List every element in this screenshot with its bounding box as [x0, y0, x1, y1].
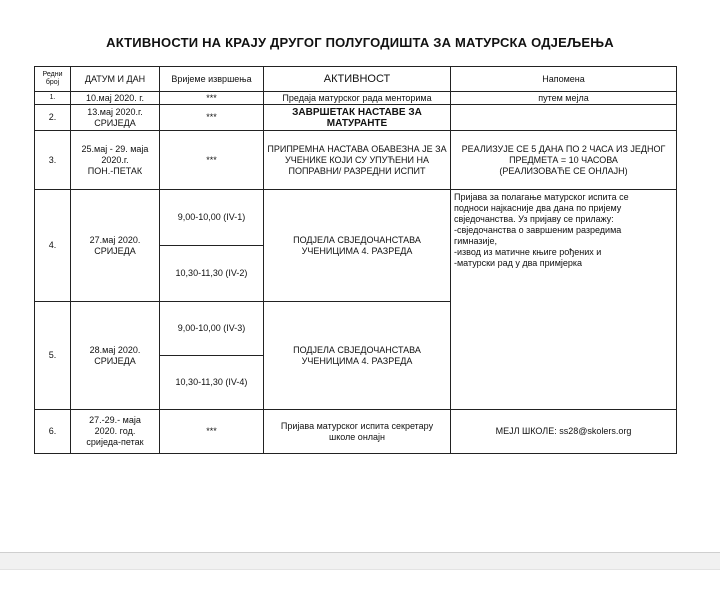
row-time: 10,30-11,30 (IV-4): [160, 356, 264, 410]
row-date-line: 27.-29.- маја: [89, 415, 141, 425]
merged-note-line: Пријава за полагање матурског испита се: [454, 192, 629, 202]
row-activity: [264, 105, 451, 131]
header-number: [35, 67, 71, 92]
row-activity: [264, 190, 451, 302]
row-activity-line: ПОДЈЕЛА СВЈЕДОЧАНСТАВА: [293, 234, 421, 245]
row-date: [71, 105, 160, 131]
row-date-line: ПОН.-ПЕТАК: [87, 165, 143, 176]
row-number: 1.: [35, 92, 71, 105]
row-date-line: 28.мај 2020.: [89, 344, 141, 355]
row-date-line: СРИЈЕДА: [94, 117, 136, 128]
row-date-line: 2020. год.: [94, 426, 136, 436]
table-header-row: [35, 67, 677, 92]
table-row: [35, 105, 677, 131]
row-date-line: 25.мај - 29. маја: [81, 143, 149, 154]
row-date: [71, 190, 160, 302]
row-activity-line: ЗАВРШЕТАК НАСТАВЕ ЗА: [292, 106, 422, 118]
header-note: Напомена: [451, 67, 677, 92]
merged-note-line: -извод из матичне књиге рођених и: [454, 247, 602, 257]
row-time: ***: [160, 92, 264, 105]
row-activity: [264, 131, 451, 190]
row-date: [71, 131, 160, 190]
table-row: [35, 131, 677, 190]
row-number: 2.: [35, 105, 71, 131]
row-time: ***: [160, 131, 264, 190]
row-activity-line: ПРИПРЕМНА НАСТАВА ОБАВЕЗНА ЈЕ ЗА: [267, 143, 447, 154]
row-date-line: 27.мај 2020.: [89, 234, 141, 245]
header-number-line1: Редни: [42, 71, 63, 78]
row-activity-line: ПОДЈЕЛА СВЈЕДОЧАНСТАВА: [293, 344, 421, 355]
row-number: 5.: [35, 302, 71, 410]
row-activity: Предаја матурског рада менторима: [264, 92, 451, 105]
row-activity-line: УЧЕНИЦИМА 4. РАЗРЕДА: [301, 355, 413, 366]
row-time: 9,00-10,00 (IV-1): [160, 190, 264, 246]
row-date-line: СРИЈЕДА: [94, 245, 136, 256]
bottom-divider-band: [0, 552, 720, 570]
header-activity: АКТИВНОСТ: [264, 67, 451, 92]
merged-note: [451, 190, 677, 410]
header-number-line2: број: [45, 79, 60, 86]
row-activity-line: Пријава матурског испита секретару: [280, 420, 434, 431]
row-activity-line: ПОПРАВНИ/ РАЗРЕДНИ ИСПИТ: [288, 165, 426, 176]
row-date: [71, 302, 160, 410]
row-activity: [264, 302, 451, 410]
row-date-line: сриједа-петак: [86, 437, 144, 447]
table-row: [35, 190, 677, 246]
row-time: ***: [160, 105, 264, 131]
row-date: [71, 410, 160, 454]
row-note-line: ПРЕДМЕТА = 10 ЧАСОВА: [509, 154, 618, 165]
row-number: 4.: [35, 190, 71, 302]
row-date-line: 13.мај 2020.г.: [87, 106, 143, 117]
row-time: 10,30-11,30 (IV-2): [160, 246, 264, 302]
row-activity-line: школе онлајн: [328, 431, 386, 442]
row-activity: [264, 410, 451, 454]
row-date: 10.мај 2020. г.: [71, 92, 160, 105]
row-activity-line: УЧЕНИЦИМА 4. РАЗРЕДА: [301, 245, 413, 256]
row-date-line: 2020.г.: [101, 154, 129, 165]
row-note: [451, 131, 677, 190]
row-number: 3.: [35, 131, 71, 190]
schedule-table: [34, 66, 677, 454]
page-title: АКТИВНОСТИ НА КРАЈУ ДРУГОГ ПОЛУГОДИШТА ЗА МАТУРСКА ОДЈЕЉЕЊА: [106, 35, 614, 50]
merged-note-line: -свједочанства о завршеним разредима: [454, 225, 622, 235]
row-note-line: (РЕАЛИЗОВАЋЕ СЕ ОНЛАЈН): [499, 165, 628, 176]
row-note: МЕЈЛ ШКОЛЕ: ss28@skolers.org: [451, 410, 677, 454]
merged-note-line: подноси најкасније два дана по пријему: [454, 203, 622, 213]
row-note: [451, 105, 677, 131]
row-number: 6.: [35, 410, 71, 454]
row-time: ***: [160, 410, 264, 454]
row-date-line: СРИЈЕДА: [94, 355, 136, 366]
merged-note-line: -матурски рад у два примјерка: [454, 258, 583, 268]
row-time: 9,00-10,00 (IV-3): [160, 302, 264, 356]
header-date: ДАТУМ И ДАН: [71, 67, 160, 92]
merged-note-line: свједочанства. Уз пријаву се прилажу:: [454, 214, 614, 224]
row-note-line: РЕАЛИЗУЈЕ СЕ 5 ДАНА ПО 2 ЧАСА ИЗ ЈЕДНОГ: [461, 143, 666, 154]
row-activity-line: УЧЕНИКЕ КОЈИ СУ УПУЋЕНИ НА: [284, 154, 430, 165]
row-activity-line: МАТУРАНТЕ: [326, 117, 388, 129]
table-row: [35, 410, 677, 454]
table-row: [35, 92, 677, 105]
row-note: путем мејла: [451, 92, 677, 105]
header-time: Вријеме извршења: [160, 67, 264, 92]
merged-note-line: гимназије,: [454, 236, 498, 246]
